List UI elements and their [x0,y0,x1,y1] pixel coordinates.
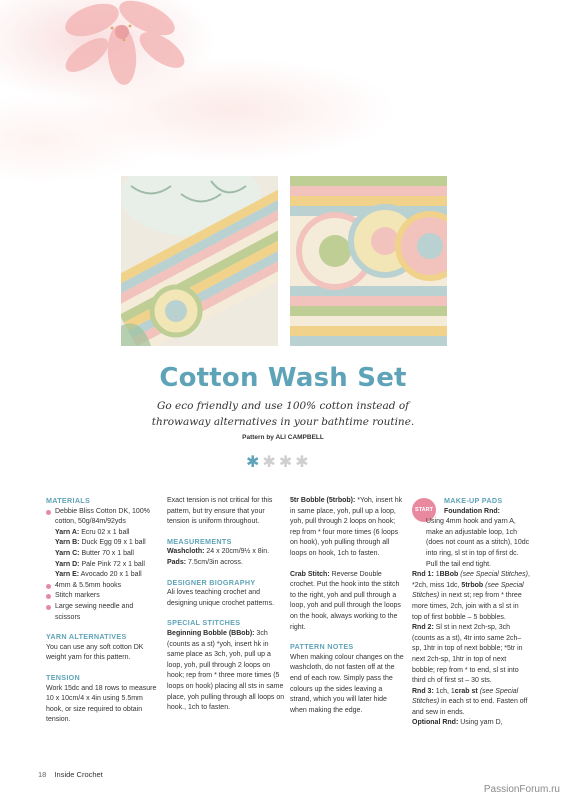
page-subtitle: Go eco friendly and use 100% cotton instead of throwaway alternatives in your bathtime routine. [151,400,415,428]
page-footer [38,770,103,779]
yarn-c: Yarn C: Butter 70 x 1 ball [55,549,134,557]
flower-illustration [52,0,202,90]
foundation-round-label: Foundation Rnd: [444,507,500,515]
tension-text: Work 15dc and 18 rows to measure 10 x 10cm/4 x 4in using 5.5mm hook, or size required to obtain tension. [46,684,157,724]
materials-item: Stitch markers [46,591,158,602]
stitch-5trbob: 5tr Bobble (5trbob): *Yoh, insert hk in same place, yoh, pull up a loop, yoh, pull through 2 loops on hook; rep from * four more times (6 loops on hook), yoh pulling through all loops on hook, 1ch to fasten. [290,497,403,557]
optional-round: Optional Rnd: Using yarn D, [412,719,503,727]
star-icon: ✱ [295,454,309,471]
round-1: Rnd 1: 1BBob (see Special Stitches), *2ch, miss 1dc, 5trbob (see Special Stitches) in next st; rep from * three more times, 2ch, join with a sl st in top of first bobble – 5 bobbles. [412,571,530,621]
yarn-e: Yarn E: Avocado 20 x 1 ball [55,571,142,579]
column-materials [46,496,158,726]
start-badge: START [412,498,436,522]
materials-item: 4mm & 5.5mm hooks [46,581,158,592]
pattern-credit: Pattern by ALI CAMPBELL [242,434,324,441]
round-3: Rnd 3: 1ch, 1crab st (see Special Stitches) in each st to end. Fasten off and sew in ends. [412,687,528,716]
biography-heading: DESIGNER BIOGRAPHY [167,577,256,587]
column-measurements [167,496,285,714]
measurements-heading: MEASUREMENTS [167,536,232,546]
alternatives-text: You can use any soft cotton DK weight yarn for this pattern. [46,643,144,662]
make-up-heading: MAKE-UP PADS [444,496,503,505]
measurement-washcloth: Washcloth: 24 x 20cm/9½ x 8in. [167,548,270,556]
star-icon: ✱ [278,454,293,471]
page-title: Cotton Wash Set [159,363,407,393]
materials-item: Large sewing needle and scissors [46,602,158,623]
watermark: PassionForum.ru [483,784,560,795]
star-icon: ✱ [262,454,276,471]
column-stitches [290,496,405,716]
washcloth-photo [121,176,278,346]
stitch-crab: Crab Stitch: Reverse Double crochet. Put the hook into the stitch to the right, yoh and pull through a loop, yoh and pull through the loops on the hook, always working to the right. [290,570,401,631]
biography-text: Ali loves teaching crochet and designing unique crochet patterns. [167,589,275,607]
yarn-d: Yarn D: Pale Pink 72 x 1 ball [55,560,145,568]
yarn-b: Yarn B: Duck Egg 09 x 1 ball [55,539,146,547]
tension-note: Exact tension is not critical for this pattern, but try ensure that your tension is uniform throughout. [167,497,273,526]
pads-photo [290,176,447,346]
stitch-bbob: Beginning Bobble (BBob): 3ch (counts as a st) *yoh, insert hk in same place as 3ch, yoh, pull up a loop, yoh, pull through 2 loops on hook; rep from * three more times (5 loops on hook) placing all sts in same place, yoh pulling through all loops on hook., 1ch to fasten. [167,629,285,712]
foundation-round-text: Using 4mm hook and yarn A, make an adjustable loop, 1ch (does not count as a stitch), 10dc into ring, sl st in top of first dc. Pull the tail end tight. [426,518,530,568]
difficulty-rating [246,455,309,471]
pattern-notes-heading: PATTERN NOTES [290,642,354,652]
magazine-name: Inside Crochet [54,770,103,779]
yarn-a: Yarn A: Ecru 02 x 1 ball [55,528,130,536]
round-2: Rnd 2: Sl st in next 2ch-sp, 3ch (counts as a st), 4tr into same 2ch–sp, 1htr in top of next bobble; *5tr in next 2ch-sp, 1htr in top of next bobble; rep from * to end, sl st into third ch of first st – 30 sts. [412,624,523,685]
special-stitches-heading: SPECIAL STITCHES [167,618,241,628]
star-icon: ✱ [246,454,260,471]
materials-item: Debbie Bliss Cotton DK, 100% cotton, 50g/84m/92yds [46,507,158,528]
alternatives-heading: YARN ALTERNATIVES [46,632,127,642]
tension-heading: TENSION [46,672,81,682]
column-make-up [412,496,530,729]
pattern-notes-text: When making colour changes on the washcloth, do not fasten off at the end of each row. Simply pass the colours up the sides leaving a strand, which you will later hide when making the edge. [290,653,404,714]
page-number: 18 [38,770,47,779]
measurement-pads: Pads: 7.5cm/3in across. [167,558,243,566]
materials-heading: MATERIALS [46,496,91,505]
